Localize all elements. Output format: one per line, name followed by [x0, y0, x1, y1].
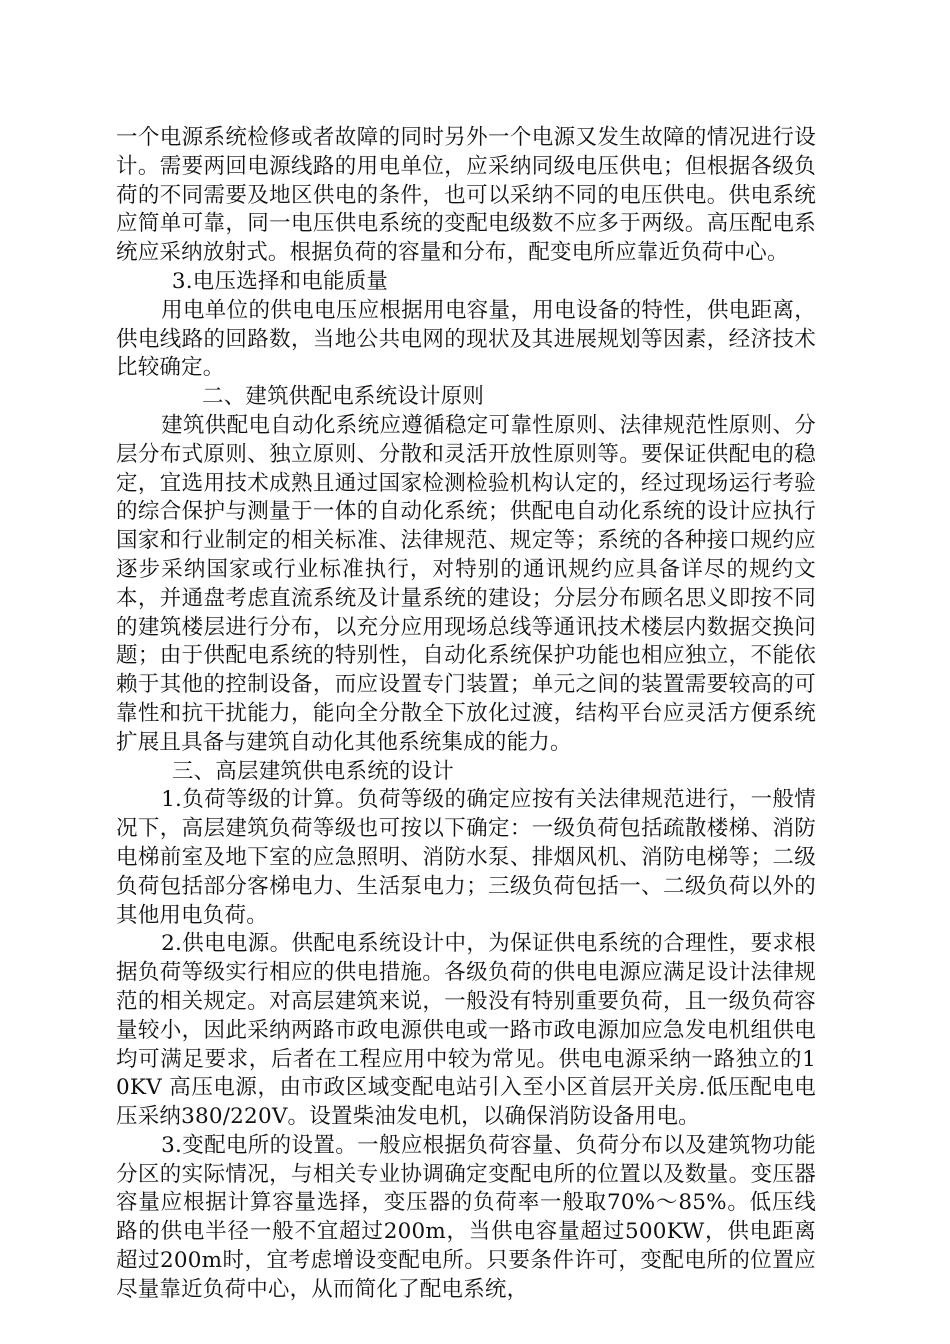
paragraph-load-grade: 1.负荷等级的计算。负荷等级的确定应按有关法律规范进行，一般情况下，高层建筑负荷等级也可按以下确定：一级负荷包括疏散楼梯、消防电梯前室及地下室的应急照明、消防水泵、排烟风机、消防电梯等；二级负荷包括部分客梯电力、生活泵电力；三级负荷包括一、二级负荷以外的其他用电负荷。 [116, 787, 816, 928]
paragraph-automation-principles: 建筑供配电自动化系统应遵循稳定可靠性原则、法律规范性原则、分层分布式原则、独立原则、分散和灵活开放性原则等。要保证供配电的稳定，宜选用技术成熟且通过国家检测检验机构认定的，经过现场运行考验的综合保护与测量于一体的自动化系统；供配电自动化系统的设计应执行国家和行业制定的相关标准、法律规范、规定等；系统的各种接口规约应逐步采纳国家或行业标准执行，对特别的通讯规约应具备详尽的规约文本，并通盘考虑直流系统及计量系统的建设；分层分布顾名思义即按不同的建筑楼层进行分布，以充分应用现场总线等通讯技术楼层内数据交换问题；由于供配电系统的特别性，自动化系统保护功能也相应独立，不能依赖于其他的控制设备，而应设置专门装置；单元之间的装置需要较高的可靠性和抗干扰能力，能向全分散全下放化过渡，结构平台应灵活方便系统扩展且具备与建筑自动化其他系统集成的能力。 [116, 412, 816, 755]
document-page [116, 124, 816, 1305]
paragraph-substation-setup: 3.变配电所的设置。一般应根据负荷容量、负荷分布以及建筑物功能分区的实际情况，与相关专业协调确定变配电所的位置以及数量。变压器容量应根据计算容量选择，变压器的负荷率一般取70%～85%。低压线路的供电半径一般不宜超过200m，当供电容量超过500KW，供电距离超过200m时，宜考虑增设变配电所。只要条件许可，变配电所的位置应尽量靠近负荷中心，从而简化了配电系统， [116, 1132, 816, 1302]
heading-design-principles: 二、建筑供配电系统设计原则 [202, 384, 485, 410]
paragraph-power-supply: 2.供电电源。供配电系统设计中，为保证供电系统的合理性，要求根据负荷等级实行相应的供电措施。各级负荷的供电电源应满足设计法律规范的相关规定。对高层建筑来说，一般没有特别重要负荷，且一级负荷容量较小，因此采纳两路市政电源供电或一路市政电源加应急发电机组供电均可满足要求，后者在工程应用中较为常见。供电电源采纳一路独立的10KV 高压电源，由市政区域变配电站引入至小区首层开关房.低压配电电压采纳380/220V。设置柴油发电机，以确保消防设备用电。 [116, 931, 816, 1130]
heading-voltage-selection: 3.电压选择和电能质量 [171, 268, 389, 294]
paragraph-supply-voltage: 用电单位的供电电压应根据用电容量，用电设备的特性，供电距离，供电线路的回路数，当地公共电网的现状及其进展规划等因素，经济技术比较确定。 [116, 297, 816, 381]
heading-highrise-supply: 三、高层建筑供电系统的设计 [171, 758, 454, 784]
paragraph-power-source-design: 一个电源系统检修或者故障的同时另外一个电源又发生故障的情况进行设计。需要两回电源线路的用电单位，应采纳同级电压供电；但根据各级负荷的不同需要及地区供电的条件，也可以采纳不同的电压供电。供电系统应简单可靠，同一电压供电系统的变配电级数不应多于两级。高压配电系统应采纳放射式。根据负荷的容量和分布，配变电所应靠近负荷中心。 [116, 125, 816, 266]
